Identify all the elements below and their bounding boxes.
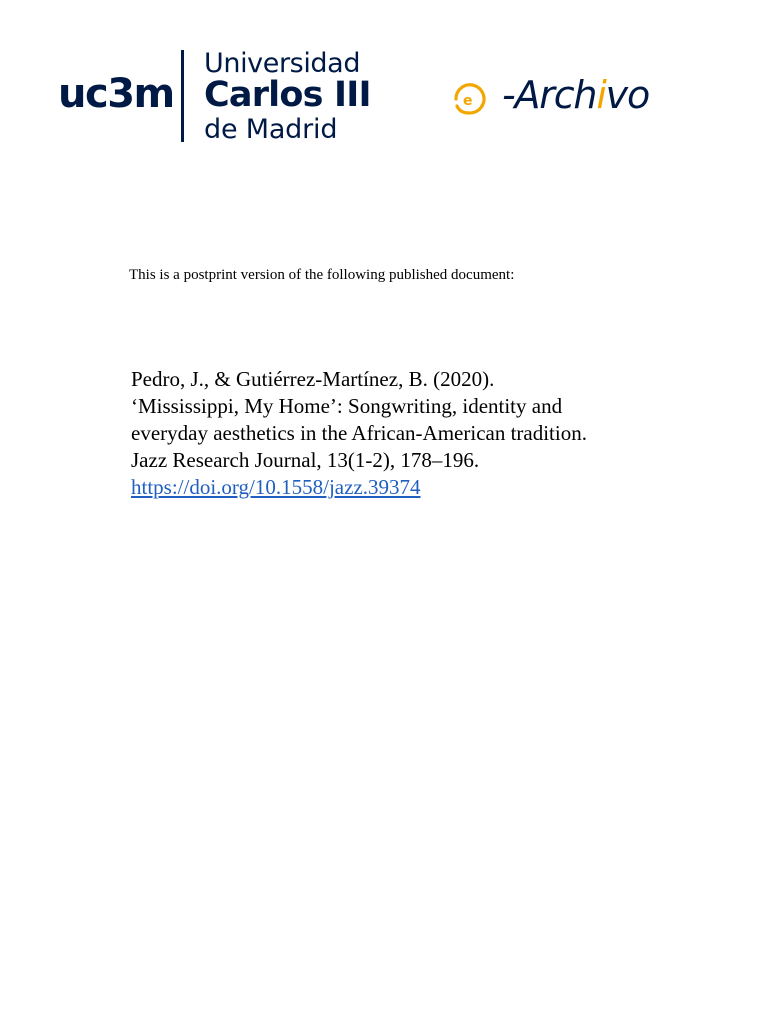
citation-authors-line: Pedro, J., & Gutiérrez-Martínez, B. (2020). <box>131 367 495 391</box>
earchivo-dash: - <box>502 73 515 117</box>
citation-journal-line: Jazz Research Journal, 13(1-2), 178–196. <box>131 448 480 472</box>
uc3m-logo-line-madrid: de Madrid <box>204 114 338 145</box>
citation-title-line-1: ‘Mississippi, My Home’: Songwriting, identity and <box>131 394 563 418</box>
earchivo-logo <box>452 73 662 126</box>
uc3m-logo-divider <box>181 50 184 142</box>
postprint-notice: This is a postprint version of the following published document: <box>129 267 515 283</box>
doi-link[interactable]: https://doi.org/10.1558/jazz.39374 <box>131 475 421 499</box>
earchivo-word-end: vo <box>605 73 650 117</box>
uc3m-logo-short: uc3m <box>58 71 174 117</box>
citation-title-line-2: everyday aesthetics in the African-American tradition. <box>131 421 587 445</box>
earchivo-word-accent: i <box>596 73 606 117</box>
citation-block <box>131 366 587 501</box>
earchivo-e-mark-icon <box>452 82 488 116</box>
uc3m-logo-line-carlos: Carlos III <box>204 75 371 115</box>
uc3m-logo-line-universidad: Universidad <box>204 48 361 79</box>
earchivo-word-start: Arch <box>514 73 597 117</box>
earchivo-e-letter: e <box>463 93 473 109</box>
uc3m-logo <box>58 48 378 148</box>
earchivo-wordmark <box>502 73 650 117</box>
